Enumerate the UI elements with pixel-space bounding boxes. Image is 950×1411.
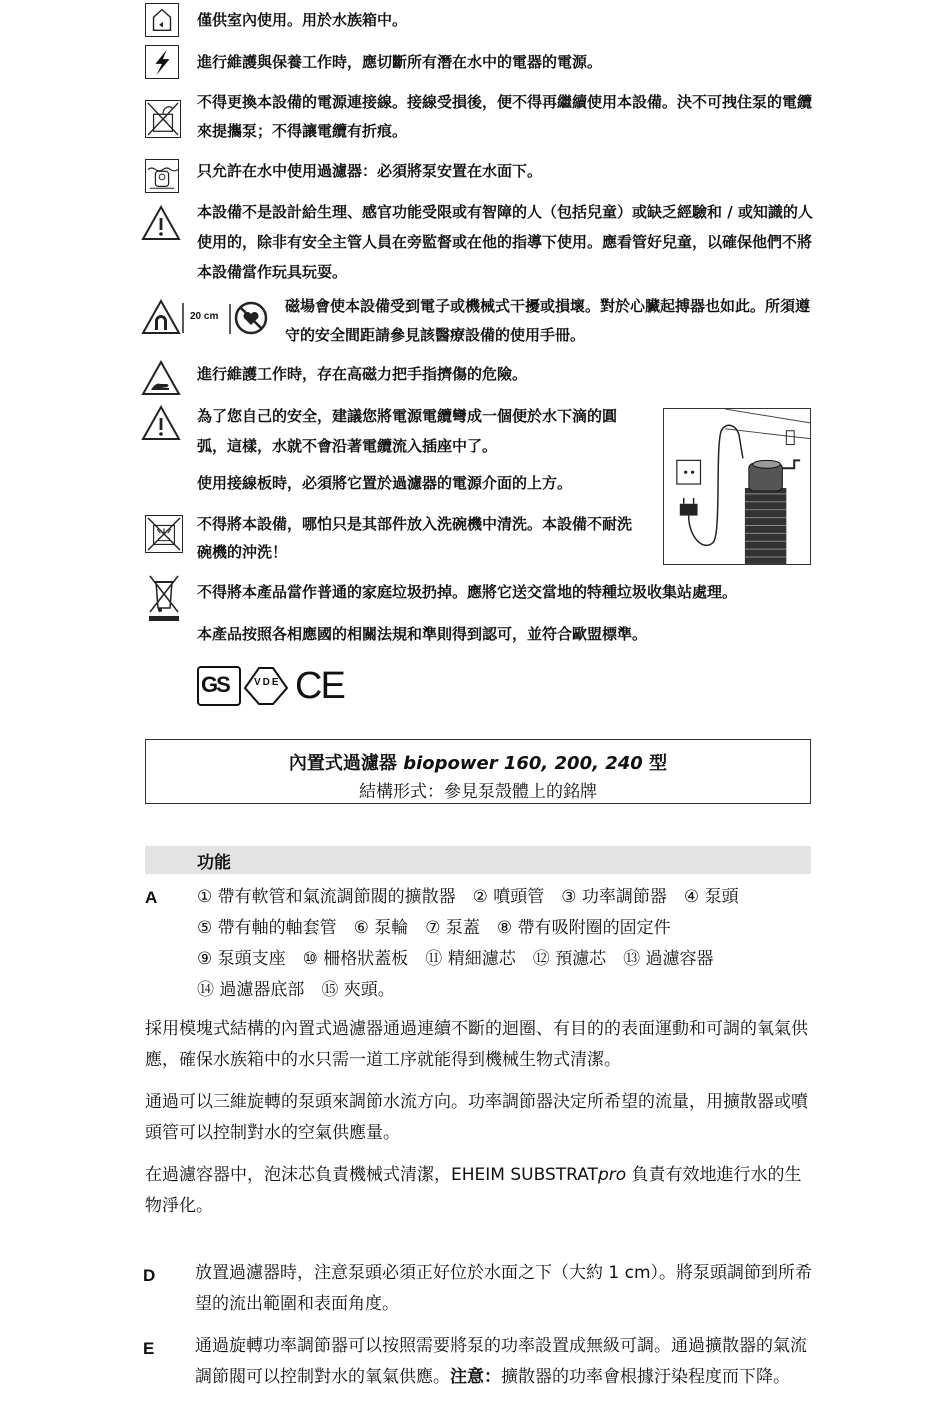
step-e-note-label: 注意：: [450, 1367, 501, 1387]
warning-text-persons: 本設備不是設計給生理、感官功能受限或有智障的人（包括兒童）或缺乏經驗和 / 或知識的人使用的，除非有安全主管人員在旁監督或在他的指導下使用。應看管好兒童，以確保他們不將本設備當作玩具玩耍。: [197, 203, 813, 281]
step-letter-d: D: [143, 1266, 156, 1285]
ce-mark-icon: CE: [295, 665, 344, 707]
drip-loop-illustration: [663, 408, 811, 565]
model-title-prefix: 內置式過濾器: [288, 753, 404, 774]
hand-pinch-warning-icon: [141, 360, 181, 396]
section-letter-a: A: [145, 888, 158, 907]
gs-mark-text: GS: [201, 672, 229, 697]
warning-text-power: 進行維護與保養工作時，應切斷所有潛在水中的電器的電源。: [197, 53, 603, 71]
warning-text-cable: 不得更換本設備的電源連接線。接線受損後，便不得再繼續使用本設備。決不可拽住泵的電纜來提攜泵；不得讓電纜有折痕。: [197, 93, 813, 140]
vde-mark-text: VDE: [254, 677, 281, 688]
vde-mark-icon: [243, 664, 289, 706]
warning-text-underwater: 只允許在水中使用過濾器：必須將泵安置在水面下。: [197, 162, 543, 180]
function-paragraph-3: [145, 1160, 817, 1222]
underwater-filter-icon: [145, 159, 179, 193]
model-info-box: [145, 739, 811, 804]
parts-list: [197, 882, 817, 1006]
step-text-d: 放置過濾器時，注意泵頭必須正好位於水面之下（大約 1 cm）。將泵頭調節到所希望的流出範圍和表面角度。: [195, 1263, 813, 1314]
function-section-bar: [145, 846, 811, 874]
parts-line: ⑤ 帶有軸的軸套管 ⑥ 泵輪 ⑦ 泵蓋 ⑧ 帶有吸附圈的固定件: [197, 918, 671, 938]
function-paragraph-2: 通過可以三維旋轉的泵頭來調節水流方向。功率調節器決定所希望的流量，用擴散器或噴頭管可以控制對水的空氣供應量。: [145, 1092, 808, 1143]
warning-text-dishwasher: 不得將本設備，哪怕只是其部件放入洗碗機中清洗。本設備不耐洗碗機的沖洗！: [197, 515, 633, 561]
model-title: [146, 749, 810, 775]
gs-mark-icon: [197, 666, 241, 706]
crossed-bin-icon: [145, 572, 183, 624]
paragraph-3-before: 在過濾容器中，泡沫芯負責機械式清潔，EHEIM SUBSTRAT: [145, 1165, 598, 1185]
warning-triangle-icon: [141, 205, 181, 241]
warning-text-magnet: 磁場會使本設備受到電子或機械式干擾或損壞。對於心臟起搏器也如此。所須遵守的安全間距請參見該醫療設備的使用手冊。: [285, 297, 811, 344]
distance-label: 20 cm: [190, 311, 219, 322]
model-subtitle: 結構形式：參見泵殼體上的銘牌: [359, 782, 597, 802]
step-letter-e: E: [143, 1339, 155, 1358]
indoor-house-icon: [145, 3, 179, 37]
no-pacemaker-icon: [229, 300, 269, 336]
no-dishwasher-icon: [145, 515, 183, 553]
step-e-text-before: 通過旋轉功率調節器可以按照需要將泵的功率設置成無級可調。通過擴散器的氣流調節閥可以控制對水的氧氣供應。: [195, 1336, 807, 1387]
step-e-text-after: 擴散器的功率會根據汙染程度而下降。: [501, 1367, 790, 1387]
warning-text-pinch: 進行維護工作時，存在高磁力把手指擠傷的危險。: [197, 365, 528, 383]
lightning-icon: [145, 45, 179, 79]
function-paragraph-1: 採用模塊式結構的內置式過濾器通過連續不斷的迴圈、有目的的表面運動和可調的氧氣供應，確保水族箱中的水只需一道工序就能得到機械生物式清潔。: [145, 1019, 808, 1070]
warning-text-disposal: 不得將本產品當作普通的家庭垃圾扔掉。應將它送交當地的特種垃圾收集站處理。: [197, 583, 738, 601]
paragraph-3-italic: pro: [597, 1165, 627, 1185]
paragraph-3-after: 負責有效地進行水的生物淨化。: [145, 1165, 802, 1216]
parts-line: ⑭ 過濾器底部 ⑮ 夾頭。: [197, 980, 395, 1000]
warning-text-drip-loop: 為了您自己的安全，建議您將電源電纜彎成一個便於水下滴的圓弧，這樣，水就不會沿著電纜流入插座中了。: [197, 407, 618, 455]
parts-line: ① 帶有軟管和氣流調節閥的擴散器 ② 噴頭管 ③ 功率調節器 ④ 泵頭: [197, 887, 739, 907]
no-cable-pull-icon: [145, 100, 181, 138]
warning-triangle-icon: [141, 405, 181, 441]
parts-line: ⑨ 泵頭支座 ⑩ 柵格狀蓋板 ⑪ 精細濾芯 ⑫ 預濾芯 ⑬ 過濾容器: [197, 949, 714, 969]
warning-text-indoor: 僅供室內使用。用於水族箱中。: [197, 11, 408, 29]
model-title-name: biopower 160, 200, 240: [403, 753, 643, 774]
warning-text-conformity: 本產品按照各相應國的相關法規和準則得到認可，並符合歐盟標準。: [197, 625, 648, 643]
warning-text-power-strip: 使用接線板時，必須將它置於過濾器的電源介面的上方。: [197, 474, 573, 492]
step-text-e: [195, 1331, 815, 1393]
model-title-suffix: 型: [642, 753, 668, 774]
function-section-title: 功能: [197, 853, 231, 873]
magnet-warning-icon: [141, 299, 185, 335]
